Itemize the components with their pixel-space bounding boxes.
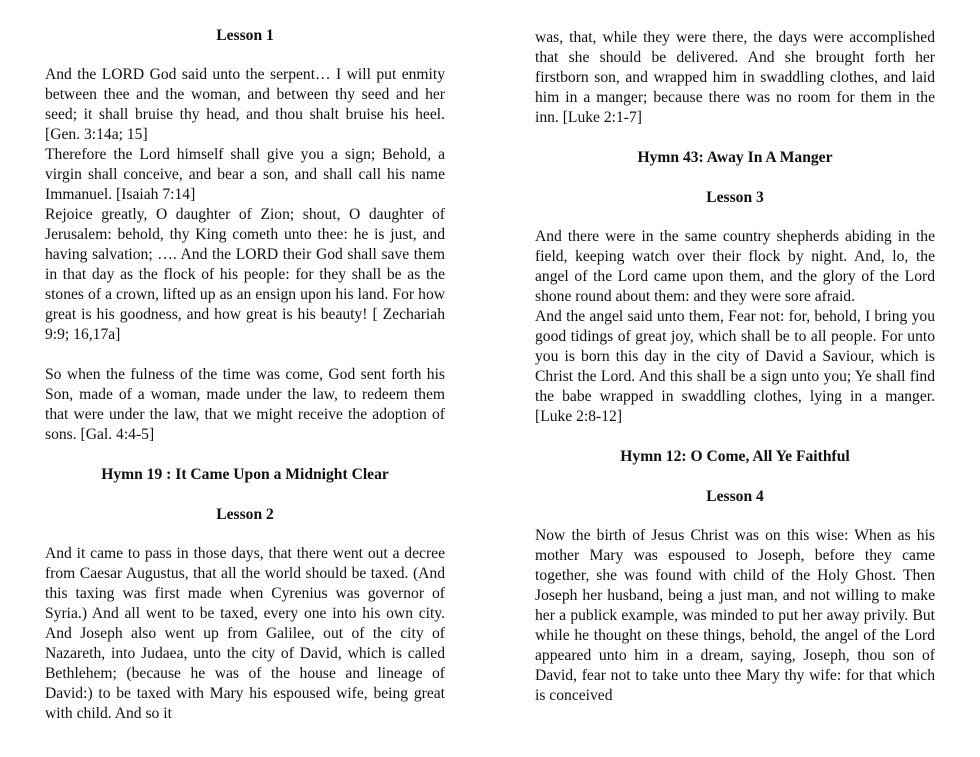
lesson-3-angel-passage: And the angel said unto them, Fear not: for, behold, I bring you good tidings of great joy, which shall be to all people. For unto you is born this day in the city of David a Saviour, which is Christ the Lord. And this shall be a sign unto you; Ye shall find the babe wrapped in swaddling clothes, lying in a manger. [Luke 2:8-12]	[535, 308, 935, 425]
lesson-1-isaiah-passage: Therefore the Lord himself shall give you a sign; Behold, a virgin shall conceive, and bear a son, and shall call his name Immanuel. [Isaiah 7:14]	[45, 146, 445, 203]
lesson-4-title: Lesson 4	[706, 488, 764, 505]
lesson-3-title: Lesson 3	[706, 189, 764, 206]
lesson-3-shepherds-passage: And there were in the same country shepherds abiding in the field, keeping watch over their flock by night. And, lo, the angel of the Lord came upon them, and the glory of the Lord shone round about them: and they were sore afraid.	[535, 228, 935, 305]
hymn-19-title: Hymn 19 : It Came Upon a Midnight Clear	[101, 466, 389, 483]
lesson-2-title: Lesson 2	[216, 506, 274, 523]
hymn-43-title: Hymn 43: Away In A Manger	[637, 149, 833, 166]
lesson-2-continued-passage: was, that, while they were there, the days were accomplished that she should be delivered. And she brought forth her firstborn son, and wrapped him in swaddling clothes, and laid him in a manger; because there was no room for them in the inn. [Luke 2:1-7]	[535, 29, 935, 126]
lesson-1-zechariah-passage: Rejoice greatly, O daughter of Zion; shout, O daughter of Jerusalem: behold, thy King cometh unto thee: he is just, and having salvation; …. And the LORD their God shall save them in that day as the flock of his people: for they shall be as the stones of a crown, lifted up as an ensign upon his land. For how great is his goodness, and how great is his beauty! [ Zechariah 9:9; 16,17a]	[45, 206, 445, 343]
hymn-12-title: Hymn 12: O Come, All Ye Faithful	[620, 448, 850, 465]
lesson-1-genesis-passage: And the LORD God said unto the serpent… I will put enmity between thee and the woman, and between thy seed and her seed; it shall bruise thy head, and thou shalt bruise his heel. [Gen. 3:14a; 15]	[45, 66, 445, 143]
lesson-4-matthew-passage: Now the birth of Jesus Christ was on this wise: When as his mother Mary was espoused to Joseph, before they came together, she was found with child of the Holy Ghost. Then Joseph her husband, being a just man, and not willing to make her a publick example, was minded to put her away privily. But while he thought on these things, behold, the angel of the Lord appeared unto him in a dream, saying, Joseph, thou son of David, fear not to take unto thee Mary thy wife: for that which is conceived	[535, 527, 935, 704]
lesson-1-title: Lesson 1	[216, 27, 274, 44]
lesson-2-luke-passage: And it came to pass in those days, that there went out a decree from Caesar Augustus, that all the world should be taxed. (And this taxing was first made when Cyrenius was governor of Syria.) And all went to be taxed, every one into his own city. And Joseph also went up from Galilee, out of the city of Nazareth, into Judaea, unto the city of David, which is called Bethlehem; (because he was of the house and lineage of David:) to be taxed with Mary his espoused wife, being great with child. And so it	[45, 545, 445, 722]
right-page	[535, 28, 935, 706]
lesson-1-galatians-passage: So when the fulness of the time was come, God sent forth his Son, made of a woman, made under the law, to redeem them that were under the law, that we might receive the adoption of sons. [Gal. 4:4-5]	[45, 366, 445, 443]
left-page	[45, 26, 445, 724]
